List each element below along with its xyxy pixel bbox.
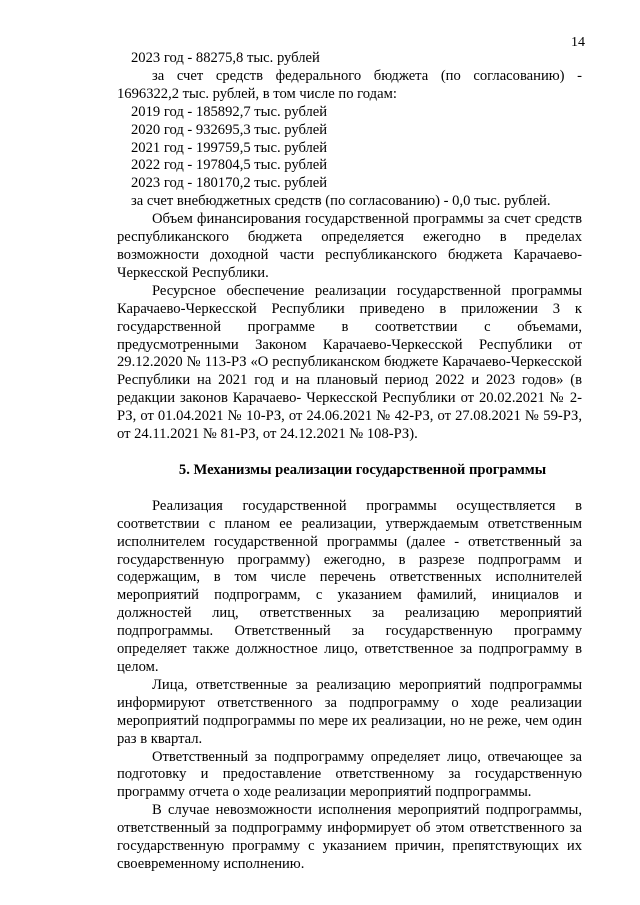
extrabudgetary-line: за счет внебюджетных средств (по согласованию) - 0,0 тыс. рублей.	[131, 193, 551, 210]
federal-year-item: 2022 год - 197804,5 тыс. рублей	[131, 157, 328, 174]
paragraph-financing-volume: Объем финансирования государственной программы за счет средств республиканского бюджета определяется ежегодно в пределах возможности доходной части республиканского бюджета Карачаево-Черкесской Республики.	[117, 211, 582, 281]
budget-line-2023: 2023 год - 88275,8 тыс. рублей	[131, 50, 320, 66]
page-number: 14	[571, 35, 585, 50]
section-heading: 5. Механизмы реализации государственной программы	[178, 461, 547, 478]
paragraph-responsible-persons: Лица, ответственные за реализацию мероприятий подпрограммы информируют ответственного за подпрограмму о ходе реализации мероприятий подпрограммы по мере их реализации, но не реже, чем один раз в квартал.	[117, 676, 582, 747]
federal-years-list	[117, 104, 582, 194]
document-body	[117, 50, 582, 874]
paragraph-subprogram-responsible: Ответственный за подпрограмму определяет лицо, отвечающее за подготовку и предоставление ответственному за государственную программу отчета о ходе реализации мероприятий подпрограммы.	[117, 748, 582, 801]
federal-year-item: 2020 год - 932695,3 тыс. рублей	[131, 121, 328, 138]
federal-year-item: 2019 год - 185892,7 тыс. рублей	[131, 103, 328, 120]
federal-year-item: 2023 год - 180170,2 тыс. рублей	[131, 175, 328, 192]
paragraph-impossibility: В случае невозможности исполнения мероприятий подпрограммы, ответственный за подпрограмму информирует об этом ответственного за государственную программу с указанием причин, препятствующих их своевременному исполнению.	[117, 802, 582, 872]
paragraph-resource-support: Ресурсное обеспечение реализации государственной программы Карачаево-Черкесской Республики приведено в приложении 3 к государственной программе в соответствии с объемами, предусмотренными Законом Карачаево-Черкесской Республики от 29.12.2020 № 113-РЗ «О республиканском бюджете Карачаево-Черкесской Республики на 2021 год и на плановый период 2022 и 2023 годов» (в редакции законов Карачаево- Черкесской Республики от 20.02.2021 № 2-РЗ, от 01.04.2021 № 10-РЗ, от 24.06.2021 № 42-РЗ, от 27.08.2021 № 59-РЗ, от 24.11.2021 № 81-РЗ, от 24.12.2021 № 108-РЗ).	[117, 282, 582, 443]
paragraph-implementation: Реализация государственной программы осуществляется в соответствии с планом ее реализации, утверждаемым ответственным исполнителем государственной программы (далее - ответственный за государственную программу) ежегодно, в разрезе подпрограмм и содержащим, в том числе перечень ответственных исполнителей мероприятий подпрограмм, с указанием фамилий, инициалов и должностей лиц, ответственных за реализацию мероприятий подпрограммы. Ответственный за государственную программу определяет также должностное лицо, ответственное за подпрограмму в целом.	[117, 497, 582, 675]
federal-year-item: 2021 год - 199759,5 тыс. рублей	[131, 139, 328, 156]
federal-budget-intro: за счет средств федерального бюджета (по согласованию) - 1696322,2 тыс. рублей, в том числе по годам:	[117, 67, 582, 102]
